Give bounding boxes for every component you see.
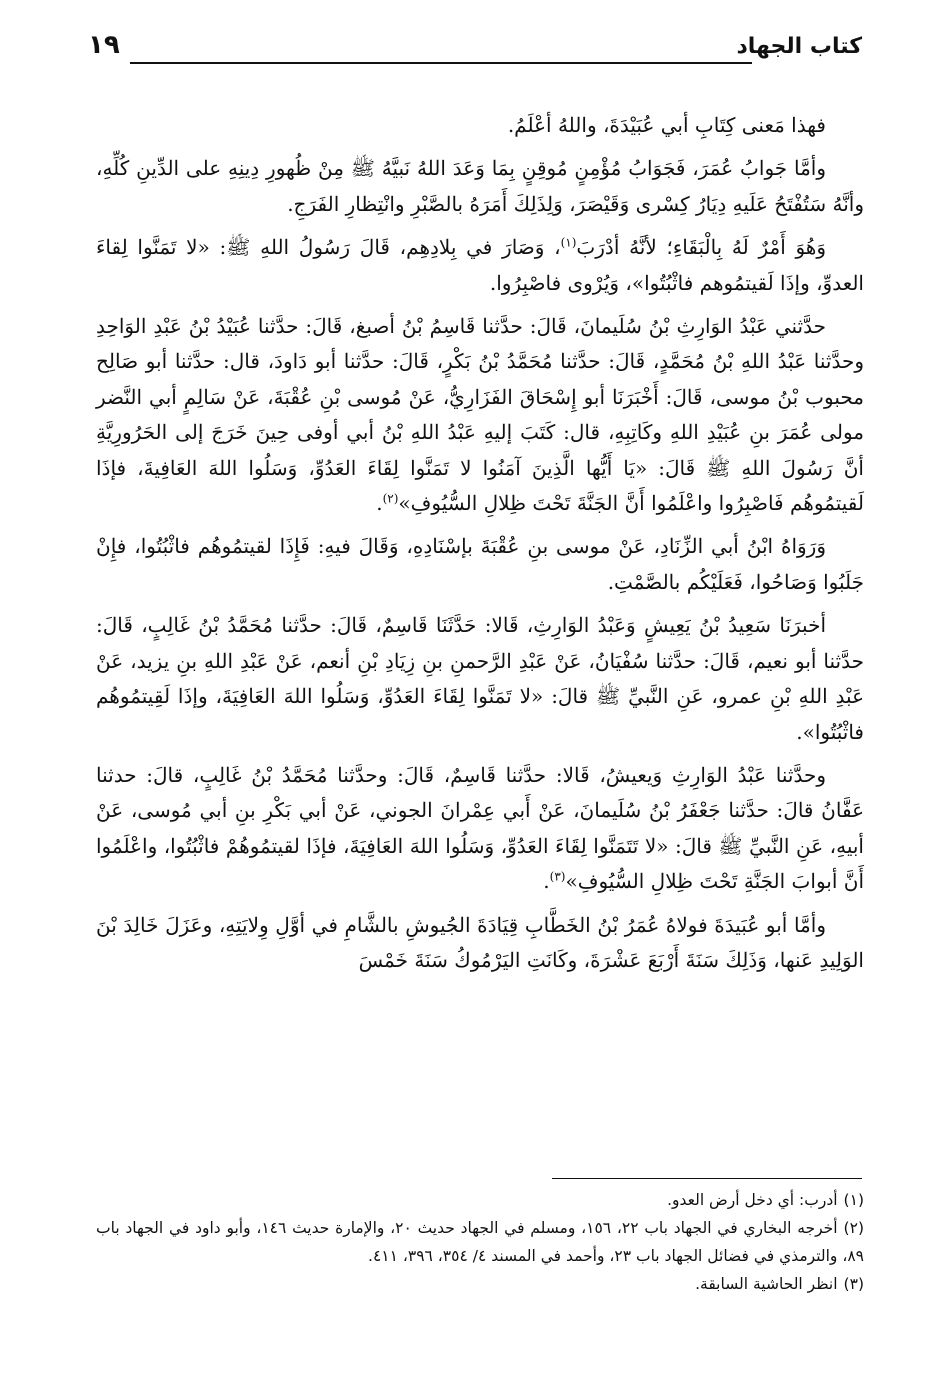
footnote-number: (٢) (843, 1219, 864, 1237)
page-number: ١٩ (88, 30, 120, 60)
footnote-ref: (٣) (549, 869, 566, 884)
footnote-text: انظر الحاشية السابقة. (695, 1275, 838, 1293)
footnote-number: (١) (843, 1191, 864, 1209)
footnote-rule (552, 1178, 862, 1179)
page-header (88, 28, 862, 70)
footnote (96, 1270, 864, 1298)
paragraph: أخبرَنَا سَعِيدُ بْنُ يَعِيشٍ وَعَبْدُ الوَارِثِ، قَالا: حَدَّثَنَا قَاسِمٌ، قَالَ: حدَّثنا مُحَمَّدُ بْنُ غَالِبٍ، قَالَ: حدَّثنا أبو نعيم، قَالَ: حدَّثنا سُفْيَانُ، عَنْ عَبْدِ الرَّحمنِ بنِ زِيَادِ بْنِ أنعم، عَنْ عَبْدِ اللهِ بنِ يزيد، عَنْ عَبْدِ اللهِ بْنِ عمرو، عَنِ النَّبيِّ ﷺ قالَ: «لا تَمَنَّوا لِقَاءَ العَدُوِّ، وَسَلُوا اللهَ العَافِيَةَ، وإذَا لَقِيتمُوهُم فاثْبُتُوا». (96, 613, 864, 744)
paragraph: وأمَّا جَوابُ عُمَرَ، فَجَوَابُ مُؤْمِنٍ مُوقِنٍ بِمَا وَعَدَ اللهُ نَبيَّهُ ﷺ مِنْ ظُهورِ دِينِهِ على الدِّينِ كُلِّهِ، وأنَّهُ سَتُفْتَحُ عَلَيهِ دِيَارُ كِسْرى وَقَيْصَرَ، وَلِذَلِكَ أَمَرَهُ بالصَّبْرِ وانْتِظارِ الفَرَجِ. (96, 156, 864, 216)
main-text (96, 108, 864, 986)
header-rule (130, 62, 752, 64)
paragraph: فهذا مَعنى كِتَابِ أبي عُبَيْدَةَ، واللهُ أعْلَمُ. (507, 113, 826, 137)
footnote (96, 1214, 864, 1270)
paragraph: وأمَّا أبو عُبَيدَةَ فولاهُ عُمَرُ بْنُ الخَطَّابِ قِيَادَةَ الجُيوشِ بالشَّامِ في أوَّلِ وِلايَتِهِ، وعَزَلَ خَالِدَ بْنَ الوَلِيدِ عَنها، وَذَلِكَ سَنَةَ أَرْبَعَ عَشْرَةَ، وكَانَتِ اليَرْمُوكُ سَنَةَ خَمْسَ (96, 912, 864, 972)
footnote-text: أخرجه البخاري في الجهاد باب ٢٢، ١٥٦، ومسلم في الجهاد حديث ٢٠، والإمارة حديث ١٤٦، وأبو داود في الجهاد باب ٨٩، والترمذي في فضائل الجهاد باب ٢٣، وأحمد في المسند ٤/ ٣٥٤، ٣٩٦، ٤١١. (96, 1219, 864, 1265)
paragraph: وَهُوَ أَمْرٌ لَهُ بِالْبَقَاءِ؛ لأنَّهُ أدْرَبَ$^{(١)}$، وَصَارَ في بِلادِهِم، قَالَ رَسُولُ اللهِ ﷺ: «لا تَمَنَّوا لِقاءَ العدوِّ، وإذَا لَقيتمُوهم فاثْبُتُوا»، وَيُرْوى فاصْبِرُوا. (96, 235, 864, 295)
paragraph: وحدَّثنا عَبْدُ الوَارِثِ وَيعيشُ، قَالا: حدَّثنا قَاسِمٌ، قَالَ: وحدَّثنا مُحَمَّدُ بْنُ غَالِبٍ، قالَ: حدثنا عَفَّانُ قالَ: حدَّثنا جَعْفَرُ بْنُ سُلَيمانَ، عَنْ أَبي عِمْرانَ الجوني، عَنْ أبي بَكْرِ بنِ أبي مُوسى، عَنْ أبيهِ، عَنِ النَّبيِّ ﷺ قالَ: «لا تَتَمَنَّوا لِقَاءَ العَدُوِّ، وَسَلُوا اللهَ العَافِيَةَ، فإذَا لقيتمُوهُمْ فاثْبُتُوا، واعْلَمُوا أَنَّ أبوابَ الجَنَّةِ تَحْتَ ظِلالِ السُّيُوفِ»$^{(٣)}$. (96, 762, 864, 894)
book-title: كتاب الجهاد (736, 34, 862, 59)
footnote-ref: (٢) (382, 491, 399, 506)
footnote (96, 1186, 864, 1214)
paragraph: وَرَوَاهُ ابْنُ أبي الزِّنَادِ، عَنْ موسى بنِ عُقْبَةَ بإسْنَادِهِ، وَقَالَ فيهِ: فَإِذَا لقيتمُوهُم فاثْبُتُوا، فإِنْ جَلَبُوا وَصَاحُوا، فَعَلَيْكُم بالصَّمْتِ. (96, 534, 864, 594)
footnotes (96, 1186, 864, 1298)
paragraph: حدَّثني عَبْدُ الوَارِثِ بْنُ سُلَيمانَ، قَالَ: حدَّثنا قَاسِمُ بْنُ أصبغ، قَالَ: حدَّثنا عُبَيْدُ بْنُ عَبْدِ الوَاحِدِ وحدَّثنا عَبْدُ اللهِ بْنُ مُحَمَّدٍ، قَالَ: حدَّثنا مُحَمَّدُ بْنُ بَكْرٍ، قَالَ: حدَّثنا أبو دَاودَ، قال: حدَّثنا أبو صَالِح محبوب بْنُ موسى، قَالَ: أَخْبَرَنَا أبو إِسْحَاقَ الفَزَارِيُّ، عَنْ مُوسى بْنِ عُقْبَةَ، عَنْ سَالِمٍ أبي النَّضر مولى عُمَرَ بنِ عُبَيْدِ اللهِ وكَاتِبِهِ، قال: كَتَبَ إليهِ عَبْدُ اللهِ بْنُ أبي أوفى حِينَ خَرَجَ إلى الحَرُورِيَّةِ أنَّ رَسُولَ اللهِ ﷺ قَالَ: «يَا أَيُّها الَّذِينَ آمَنُوا لا تَمَنَّوا لِقَاءَ العَدُوِّ، وَسَلُوا اللهَ العَافِيةَ، فإذَا لَقيتمُوهُم فَاصْبِرُوا واعْلَمُوا أَنَّ الجَنَّةَ تَحْتَ ظِلالِ السُّيُوفِ»$^{(٢)}$. (96, 314, 864, 516)
footnote-number: (٣) (843, 1275, 864, 1293)
footnote-ref: (١) (560, 235, 577, 250)
footnote-text: أدرب: أي دخل أرض العدو. (667, 1191, 838, 1209)
